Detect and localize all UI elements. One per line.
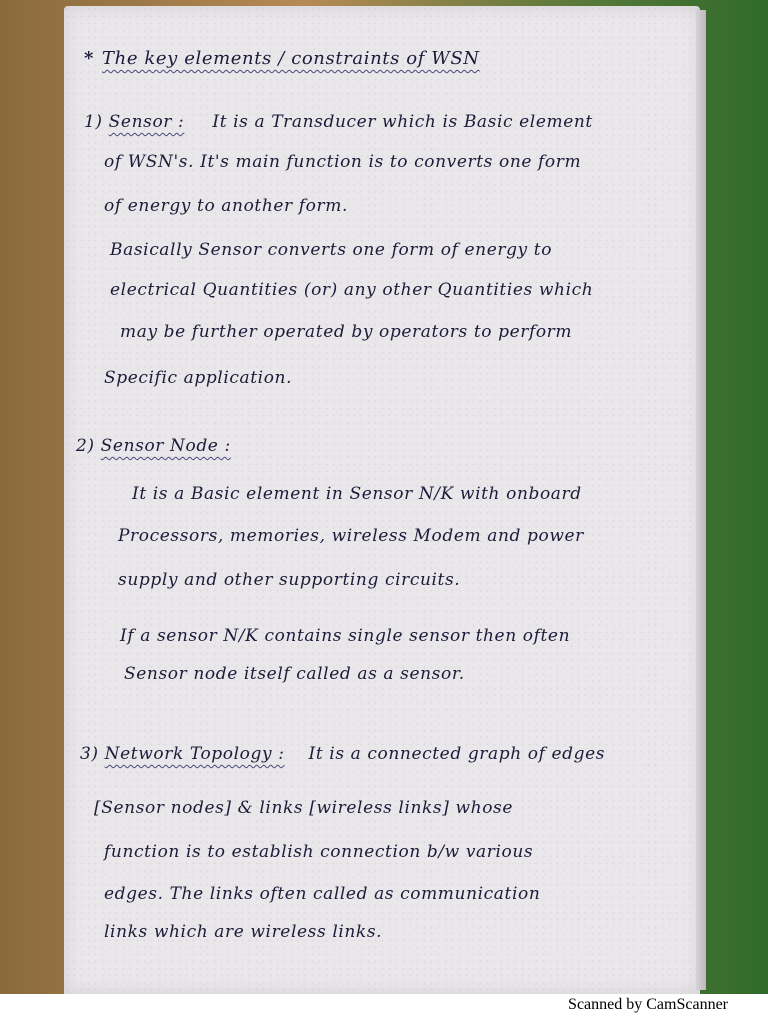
text-line: Sensor node itself called as a sensor. — [124, 664, 465, 684]
section-number: 1) — [84, 112, 103, 132]
text-line: of energy to another form. — [104, 196, 348, 216]
asterisk-icon: * — [84, 48, 95, 69]
section-2-heading-line — [76, 436, 231, 456]
text-line: If a sensor N/K contains single sensor then often — [120, 626, 571, 646]
section-number: 2) — [76, 436, 95, 456]
text-line: of WSN's. It's main function is to converts one form — [104, 152, 582, 172]
page-title — [84, 48, 480, 69]
text-line: supply and other supporting circuits. — [118, 570, 461, 590]
text-line: [Sensor nodes] & links [wireless links] whose — [94, 798, 514, 818]
text-line: edges. The links often called as communication — [104, 884, 541, 904]
title-text: The key elements / constraints of WSN — [102, 48, 480, 69]
text-line: Basically Sensor converts one form of energy to — [110, 240, 553, 260]
page-edge — [696, 10, 706, 990]
section-1-heading-line — [84, 112, 593, 132]
text-line: function is to establish connection b/w various — [104, 842, 534, 862]
text-line: may be further operated by operators to perform — [120, 322, 573, 342]
text-line: Specific application. — [104, 368, 293, 388]
text-line: Processors, memories, wireless Modem and power — [118, 526, 584, 546]
text-line: links which are wireless links. — [104, 922, 383, 942]
section-number: 3) — [80, 744, 99, 764]
scanner-watermark: Scanned by CamScanner — [568, 996, 728, 1013]
section-3-heading-line — [80, 744, 605, 764]
section-heading: Sensor : — [108, 112, 185, 132]
text-line: electrical Quantities (or) any other Quantities which — [110, 280, 594, 300]
section-heading: Network Topology : — [104, 744, 285, 764]
text-line: It is a Basic element in Sensor N/K with onboard — [132, 484, 582, 504]
text-line: It is a Transducer which is Basic element — [212, 112, 593, 132]
section-heading: Sensor Node : — [100, 436, 231, 456]
text-line: It is a connected graph of edges — [308, 744, 606, 764]
